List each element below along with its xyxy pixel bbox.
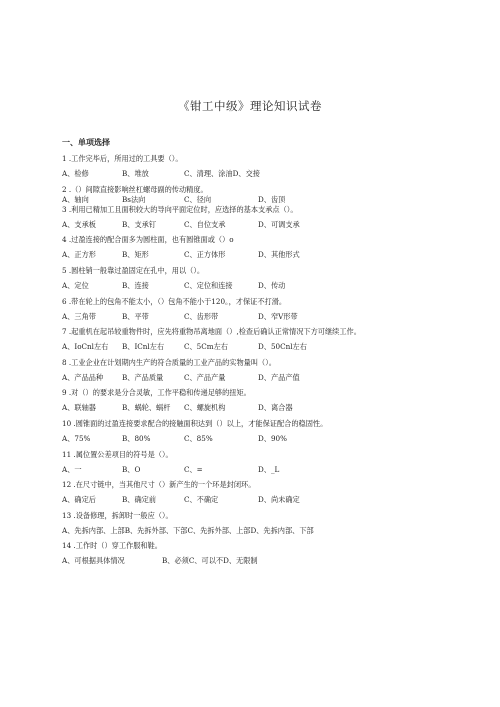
option-a: A、IoCnl左右 [62, 342, 109, 352]
question-13 [62, 511, 482, 535]
option-row [62, 250, 482, 259]
option-d: D、其他形式 [258, 250, 300, 260]
option-b: B、矩形 [122, 250, 149, 260]
question-6 [62, 297, 482, 321]
option-c: C、定位和连接 [184, 281, 233, 291]
question-text: 14 .工作时（）穿工作服和鞋。 [62, 541, 162, 551]
option-d: D、90% [258, 434, 287, 444]
option-row [62, 556, 482, 565]
option-c: C、不确定 [184, 495, 219, 505]
option-b: B、支承钉 [122, 219, 157, 229]
option-row [62, 220, 482, 229]
question-14 [62, 541, 482, 565]
option-d [258, 169, 358, 178]
page-title: 《钳工中级》理论知识试卷 [178, 99, 322, 113]
question-9 [62, 388, 482, 412]
option-c: C、85% [184, 434, 213, 444]
option-a: A、75% [62, 434, 91, 444]
option-row [62, 495, 482, 504]
option-c: C、自位支承 [184, 219, 226, 229]
option-row [62, 342, 482, 351]
option-d: D、产品产值 [258, 372, 300, 382]
question-3 [62, 205, 482, 229]
option-c: C、径向 [184, 195, 212, 205]
option-a: A、支承板 [62, 219, 96, 229]
option-a: A、轴向 [62, 195, 89, 205]
option-b: B、确定前 [122, 495, 157, 505]
option-d: D、窄V形带 [258, 311, 298, 321]
option-b: B、堆放 [122, 169, 149, 178]
option-c: C、正方体形 [184, 250, 226, 260]
option-row [62, 403, 482, 412]
question-list [62, 154, 482, 572]
question-1 [62, 154, 482, 178]
option-row [62, 434, 482, 443]
question-text: 6 .带在轮上的包角不能太小，（）包角不能小于120。，才保证不打滑。 [62, 296, 287, 306]
question-text: 7 .起重机在起吊较重物件时，应先将重物吊离地面（）,检查后确认正常情况下方可继续工作。 [62, 327, 361, 337]
option-b: B、蜗轮、蜗杆 [122, 403, 171, 413]
option-d: D、尚未确定 [258, 495, 300, 505]
question-text: 10 .圆锥面的过盈连接要求配合的接触面积达到（）以上，才能保证配合的稳固性。 [62, 419, 328, 429]
question-text: 3 .利用已精加工且面积较大的导向平面定位时，应选择的基本支承点（）。 [62, 204, 298, 214]
option-b: B、ICnl左右 [122, 342, 165, 352]
option-row [62, 312, 482, 321]
question-5 [62, 266, 482, 290]
question-text: 13 .设备修理，拆卸时一般应（）。 [62, 510, 173, 520]
option-d: D、50Cnl左右 [258, 342, 307, 352]
option-c: C、产品产量 [184, 372, 226, 382]
question-11 [62, 450, 482, 474]
question-text: 2 .（）间隙直接影响丝杠螺母副的传动精度。 [62, 184, 208, 194]
option-c: C、清理、涂油D、交接 [184, 169, 260, 178]
question-12 [62, 480, 482, 504]
option-a: A、正方形 [62, 250, 96, 260]
option-b: B、平带 [122, 311, 149, 321]
option-c: C、5Cm左右 [184, 342, 228, 352]
question-text: 8 .工业企业在计划期内生产的符合质量的工业产品的实物量叫（）。 [62, 357, 276, 367]
question-text: 4 .过盈连接的配合面多为圆柱面，也有圆锥面或（）o [62, 235, 234, 245]
option-b: B、必须C、可以不D、无限制 [162, 556, 258, 566]
option-d: D、离合器 [258, 403, 293, 413]
option-d: D、齿顶 [258, 195, 286, 205]
option-c: C、齿形带 [184, 311, 219, 321]
question-text: 1 .工作完毕后，所用过的工具要（）。 [62, 154, 183, 163]
option-a: A、先拆内部、上部B、先拆外部、下部C、先拆外部、上部D、先拆内部、下部 [62, 525, 314, 535]
question-8 [62, 358, 482, 382]
question-text: 5 .圆柱销一般靠过盈固定在孔中，用以（）。 [62, 266, 205, 276]
option-d: D、_L [258, 464, 280, 474]
option-a: A、定位 [62, 281, 89, 291]
option-c: C、= [184, 464, 203, 474]
question-text: 12 .在尺寸链中，当其他尺寸（）新产生的一个环是封闭环。 [62, 480, 256, 490]
option-a: A、检修 [62, 169, 89, 178]
question-text: 11 .属位置公差项目的符号是（）。 [62, 449, 173, 459]
option-a: A、联轴器 [62, 403, 96, 413]
option-row [62, 526, 482, 535]
option-b: B、连接 [122, 281, 149, 291]
option-a: A、确定后 [62, 495, 96, 505]
question-4 [62, 235, 482, 259]
question-2 [62, 185, 482, 205]
question-text: 9 .对（）的要求是分合灵敏，工作平稳和传递足够的扭矩。 [62, 388, 251, 398]
option-c: C、螺旋机构 [184, 403, 226, 413]
option-a: A、一 [62, 464, 82, 474]
option-row [62, 169, 482, 178]
option-b: B、产品质量 [122, 372, 164, 382]
option-d: D、传动 [258, 281, 286, 291]
option-row [62, 465, 482, 474]
section-heading: 一、单项选择 [62, 137, 110, 147]
option-b: Bs法向 [122, 195, 146, 205]
option-a: A、产品品种 [62, 372, 104, 382]
option-a: A、三角带 [62, 311, 96, 321]
option-row [62, 281, 482, 290]
option-d: D、可调支承 [258, 219, 300, 229]
option-row [62, 373, 482, 382]
question-7 [62, 327, 482, 351]
question-10 [62, 419, 482, 443]
option-row [62, 195, 482, 204]
option-b: B、O [122, 464, 141, 474]
option-a: A、可根据具体情况 [62, 556, 125, 566]
option-b: B、80% [122, 434, 151, 444]
